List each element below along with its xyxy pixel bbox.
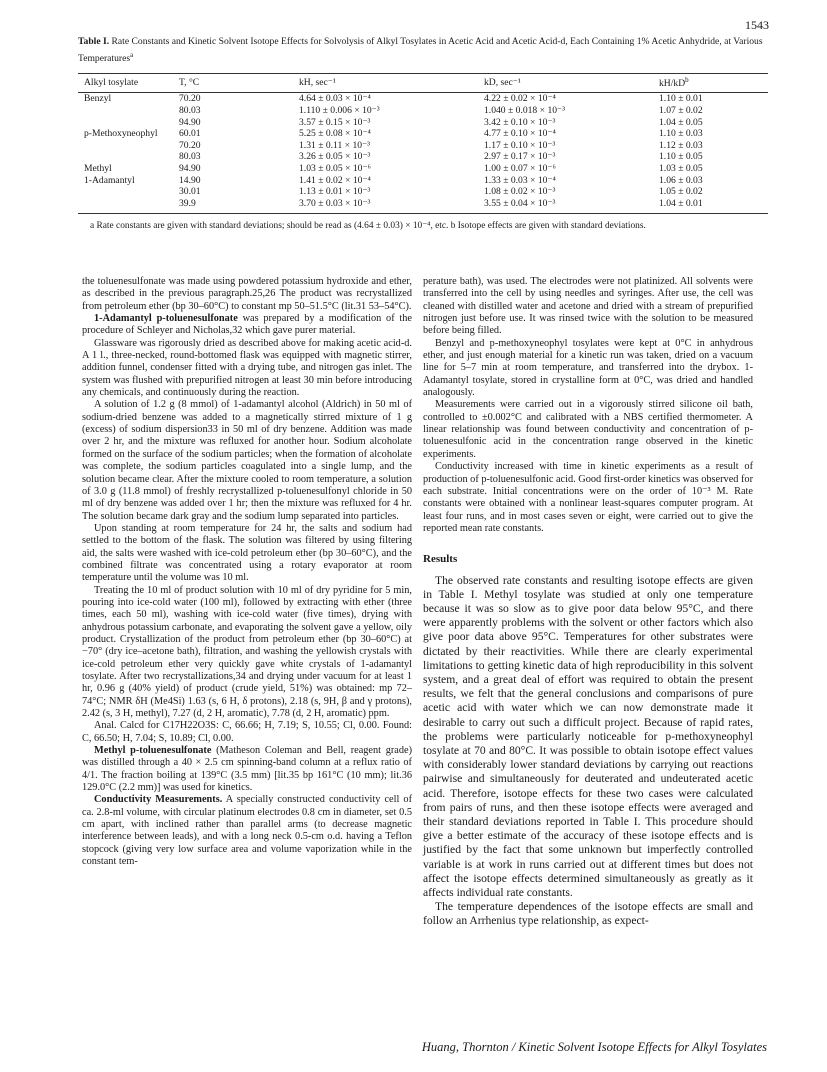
body-paragraph bbox=[82, 794, 412, 868]
table-cell: 70.20 bbox=[179, 93, 201, 105]
results-body bbox=[423, 574, 753, 929]
table-cell: 1.08 ± 0.02 × 10⁻³ bbox=[484, 186, 556, 198]
body-paragraph bbox=[82, 720, 412, 745]
paragraph-text: the toluenesulfonate was made using powdered potassium hydroxide and ether, as described in the previous paragraph.25,26 The product was recrystallized from petroleum ether (bp 30–60°C) to constant mp 50–51.5°C (lit.31 53–54°C). bbox=[82, 276, 412, 312]
left-column bbox=[82, 276, 412, 869]
table-header-cell: $kH/kD^b$ bbox=[659, 74, 768, 93]
table-cell: Methyl bbox=[84, 162, 112, 174]
table-cell: 60.01 bbox=[179, 128, 201, 140]
paragraph-text: A solution of 1.2 g (8 mmol) of 1-adamantyl alcohol (Aldrich) in 50 ml of sodium-dried benzene was added to a magnetically stirred mixture of 1 g (excess) of sodium dispersion33 in 50 ml of dry benzene. Addition was made over 2 hr, and the mixture was refluxed for another hour. Sodium alcoholate formed on the surface of the sodium particles; when the formation of alcoholate was complete, the sodium particles coagulated into a single lump, and the solution became clear. After the mixture cooled to room temperature, a solution of 3.0 g (11.8 mmol) of freshly recrystallized p-toluenesulfonyl chloride in 50 ml of dry benzene was added over 1 hr; then the mixture was refluxed for 4 hr. The solution became dark gray and the sodium lump separated into particles. bbox=[82, 399, 412, 522]
table-caption-text: Rate Constants and Kinetic Solvent Isotope Effects for Solvolysis of Alkyl Tosylates in Acetic Acid and Acetic Acid-d, Each Containing 1% Acetic Anhydride, at Various Temperatures bbox=[78, 36, 763, 64]
paragraph-text: (Matheson Coleman and Bell, reagent grade) was distilled through a 40 × 2.5 cm spinning-band column at a reflux ratio of 4/1. The fraction boiling at 139°C (3.5 mm) [lit.35 bp 161°C (10 mm); lit.36 129.0°C (2.2 mm)] was used for kinetics. bbox=[82, 745, 412, 794]
table-cell: 1.05 ± 0.02 bbox=[659, 186, 703, 198]
body-paragraph: perature bath), was used. The electrodes were not platinized. All solvents were transferred into the cell by using needles and syringes. After use, the cell was cleaned with distilled water and acetone and dried with a stream of prepurified nitrogen just before use. It was rinsed twice with the solution to be measured before being filled. bbox=[423, 276, 753, 337]
table-cell: 5.25 ± 0.08 × 10⁻⁴ bbox=[299, 128, 371, 140]
body-paragraph bbox=[82, 338, 412, 400]
table-row bbox=[78, 128, 768, 140]
table-cell: 80.03 bbox=[179, 104, 201, 116]
table-cell bbox=[78, 117, 179, 129]
paragraph-text: Anal. Calcd for C17H22O3S: C, 66.66; H, 7.19; S, 10.55; Cl, 0.00. Found: C, 66.50; H, 7.04; S, 10.89; Cl, 0.00. bbox=[82, 720, 412, 744]
table-cell: 39.9 bbox=[179, 198, 299, 214]
table-cell: 3.55 ± 0.04 × 10⁻³ bbox=[484, 198, 659, 214]
table-cell bbox=[78, 186, 179, 198]
run-in-heading: Methyl p-toluenesulfonate bbox=[94, 745, 212, 757]
table-cell: 1.040 ± 0.018 × 10⁻³ bbox=[484, 104, 565, 116]
body-paragraph bbox=[82, 276, 412, 313]
table-header-cell: kH, sec⁻¹ bbox=[299, 74, 484, 93]
table-cell: 4.22 ± 0.02 × 10⁻⁴ bbox=[484, 93, 556, 105]
table-cell: 1.06 ± 0.03 bbox=[659, 174, 703, 186]
table-cell: 4.64 ± 0.03 × 10⁻⁴ bbox=[299, 93, 371, 105]
paragraph-text: Upon standing at room temperature for 24 hr, the salts and sodium had settled to the bottom of the flask. The solution was filtered by using filtering aid, the salts were washed with ice-cold petroleum ether (bp 30–60°C), and the combined filtrate was concentrated using a rotary evaporator at room temperature until the volume was 10 ml. bbox=[82, 522, 412, 584]
paragraph-text: A specially constructed conductivity cell of ca. 2.8-ml volume, with circular platinum electrodes 0.8 cm in diameter, set 0.5 cm apart, with inclined rather than parallel arms (to decrease magnetic interference between leads), and with a long neck 0.5-cm o.d. having a Teflon stopcock (giving very low surface area and volume vaporization while in the constant tem- bbox=[82, 794, 413, 868]
table-row bbox=[78, 163, 768, 175]
table-header-cell: T, °C bbox=[179, 74, 299, 93]
table-cell: 1-Adamantyl bbox=[84, 174, 135, 186]
table-header-cell: kD, sec⁻¹ bbox=[484, 74, 659, 93]
table-cell: 1.110 ± 0.006 × 10⁻³ bbox=[299, 104, 380, 116]
table-cell: 1.12 ± 0.03 bbox=[659, 139, 703, 151]
table-row bbox=[78, 198, 768, 214]
table-cell: 1.10 ± 0.05 bbox=[659, 151, 703, 163]
run-in-heading: 1-Adamantyl p-toluenesulfonate bbox=[94, 313, 238, 325]
table-cell: 1.31 ± 0.11 × 10⁻³ bbox=[299, 139, 371, 151]
table-cell: 4.77 ± 0.10 × 10⁻⁴ bbox=[484, 128, 556, 140]
table-cell bbox=[78, 151, 179, 163]
body-paragraph bbox=[82, 399, 412, 522]
table-caption bbox=[78, 36, 768, 65]
body-paragraph bbox=[82, 745, 412, 794]
run-in-heading: Conductivity Measurements. bbox=[94, 794, 223, 806]
table-cell: 3.26 ± 0.05 × 10⁻³ bbox=[299, 151, 371, 163]
table-cell: 1.13 ± 0.01 × 10⁻³ bbox=[299, 186, 371, 198]
table-cell bbox=[78, 105, 179, 117]
results-paragraph: The temperature dependences of the isotope effects are small and follow an Arrhenius type relationship, as expect- bbox=[423, 900, 753, 928]
rate-constant-table bbox=[78, 73, 768, 214]
table-cell: 30.01 bbox=[179, 186, 201, 198]
table-cell: 2.97 ± 0.17 × 10⁻³ bbox=[484, 151, 556, 163]
table-cell: 1.04 ± 0.01 bbox=[659, 198, 768, 214]
body-paragraph: Conductivity increased with time in kinetic experiments as a result of production of p-toluenesulfonic acid. Good first-order kinetics was observed for each substrate. Initial concentrations were on the order of 10⁻³ M. Rate constants were obtained with a nonlinear least-squares computer program. At least four runs, and in most cases seven or eight, were carried out to give the reported mean rate constants. bbox=[423, 461, 753, 534]
results-heading: Results bbox=[423, 553, 458, 566]
table-cell: 14.90 bbox=[179, 174, 201, 186]
table-cell: 3.57 ± 0.15 × 10⁻³ bbox=[299, 116, 371, 128]
table-cell: 1.33 ± 0.03 × 10⁻⁴ bbox=[484, 174, 556, 186]
table-cell: 1.03 ± 0.05 bbox=[659, 162, 703, 174]
body-paragraph bbox=[82, 523, 412, 585]
table-cell: 1.17 ± 0.10 × 10⁻³ bbox=[484, 139, 556, 151]
table-header-cell: Alkyl tosylate bbox=[78, 74, 179, 93]
table-row bbox=[78, 140, 768, 152]
table-1 bbox=[78, 36, 768, 233]
page-number: 1543 bbox=[745, 18, 769, 32]
table-cell: p-Methoxyneophyl bbox=[84, 128, 158, 140]
table-row bbox=[78, 105, 768, 117]
table-caption-mark: a bbox=[130, 50, 134, 59]
table-cell bbox=[78, 140, 179, 152]
table-cell: 94.90 bbox=[179, 162, 201, 174]
table-cell: 1.03 ± 0.05 × 10⁻⁶ bbox=[299, 162, 371, 174]
table-row bbox=[78, 93, 768, 105]
table-body bbox=[78, 93, 768, 214]
table-row bbox=[78, 151, 768, 163]
right-column bbox=[423, 276, 753, 929]
paragraph-text: was prepared by a modification of the procedure of Schleyer and Nicholas,32 which gave purer material. bbox=[82, 313, 413, 337]
body-paragraph: Benzyl and p-methoxyneophyl tosylates were kept at 0°C in anhydrous ether, and just enough material for a kinetic run was taken, dried on a vacuum line for 5–7 min at room temperature, and transferred into the drybox. 1-Adamantyl tosylate, stored in crystalline form at 0°C, was dried and handled analogously. bbox=[423, 337, 753, 399]
right-column-experimental bbox=[423, 276, 753, 535]
body-paragraph bbox=[82, 313, 412, 338]
table-footnote: a Rate constants are given with standard deviations; should be read as (4.64 ± 0.03) × 10⁻⁴, etc. b Isotope effects are given with standard deviations. bbox=[90, 221, 646, 232]
table-cell: 70.20 bbox=[179, 139, 201, 151]
table-header-row bbox=[78, 74, 768, 93]
table-cell: 3.42 ± 0.10 × 10⁻³ bbox=[484, 116, 556, 128]
body-paragraph: Measurements were carried out in a vigorously stirred silicone oil bath, controlled to ±0.002°C and calibrated with a NBS certified thermometer. A linear relationship was found between conductivity and concentration of p-toluenesulfonic acid in the concentration range observed in the kinetic experiments. bbox=[423, 399, 753, 460]
body-paragraph bbox=[82, 585, 412, 721]
table-cell: 3.70 ± 0.03 × 10⁻³ bbox=[299, 198, 484, 214]
paragraph-text: Glassware was rigorously dried as described above for making acetic acid-d. A 1 l., three-necked, round-bottomed flask was equipped with magnetic stirrer, addition funnel, condenser fitted with a drying tube, and nitrogen gas inlet. The system was flushed with prepurified nitrogen at least 30 min before introducing any chemicals, and continuously during the reaction. bbox=[82, 337, 412, 399]
table-row bbox=[78, 117, 768, 129]
table-row bbox=[78, 186, 768, 198]
table-cell: 1.04 ± 0.05 bbox=[659, 116, 703, 128]
running-foot: Huang, Thornton / Kinetic Solvent Isotope Effects for Alkyl Tosylates bbox=[421, 1040, 767, 1054]
table-label: Table I. bbox=[78, 36, 110, 47]
table-cell: 1.41 ± 0.02 × 10⁻⁴ bbox=[299, 174, 371, 186]
paragraph-text: Treating the 10 ml of product solution with 10 ml of dry pyridine for 5 min, pouring into ice-cold water (100 ml), followed by extracting with ether (three times, each 50 ml), washing with ice-cold water (five times), drying with anhydrous potassium carbonate, and evaporating the solvent gave a yellow, oily product. Crystallization of the product from petroleum ether (bp 30–60°C) at −70° (dry ice–acetone bath), filtration, and washing the yellowish crystals with ice-cold petroleum ether very quickly gave white crystals of 1-adamantyl tosylate. After two recrystallizations,34 and drying under vacuum for at least 1 hr, 0.96 g (40% yield) of product (crude yield, 51%) was obtained: mp 72–74°C; NMR δH (Me4Si) 1.63 (s, 6 H, δ protons), 2.18 (s, 9H, β and γ protons), 2.42 (s, 3 H, methyl), 7.27 (d, 2 H, aromatic), 7.78 (d, 2 H, aromatic) ppm. bbox=[82, 584, 412, 720]
table-cell: 1.10 ± 0.01 bbox=[659, 93, 703, 105]
table-cell bbox=[78, 198, 179, 214]
table-cell: Benzyl bbox=[84, 93, 112, 105]
table-cell: 1.00 ± 0.07 × 10⁻⁶ bbox=[484, 162, 556, 174]
table-header-mark: b bbox=[685, 76, 689, 85]
table-cell: 1.07 ± 0.02 bbox=[659, 104, 703, 116]
table-cell: 94.90 bbox=[179, 116, 201, 128]
table-cell: 1.10 ± 0.03 bbox=[659, 128, 703, 140]
table-cell: 80.03 bbox=[179, 151, 201, 163]
results-paragraph: The observed rate constants and resulting isotope effects are given in Table I. Methyl tosylate was studied at only one temperature because it was so slow as to give poor data below 95°C, and there were apparently problems with the solvent or other factors which also give poor data above 95°C. Temperatures for other substrates were dictated by their reactivities. While there are clearly experimental limitations to getting kinetic data of high reproducibility in this solvent system, and a great deal of effort was required to obtain the present results, we felt that the general conclusions and comparisons of pure acetic acid with water which we can now demonstrate made it desirable to carry out such a difficult project. Because of rapid rates, the problems were particularly noticeable for p-methoxyneophyl tosylate at 70 and 80°C. It was possible to obtain isotope effect values with considerably lower standard deviations by carrying out reactions pairwise and simultaneously for deuterated and undeuterated acetic acid. Therefore, isotope effects for these two cases were calculated from pairs of runs, and then these isotope effects were averaged and their standard deviations reported in Table I. This procedure should give a better estimate of the accuracy of these isotope effects and is justified by the fact that some unknown but imperfectly controlled variable is at work in runs carried out at different times but does not affect the isotope effects determined simultaneously as greatly as it affects individual rate constants. bbox=[423, 573, 753, 900]
table-row bbox=[78, 175, 768, 187]
